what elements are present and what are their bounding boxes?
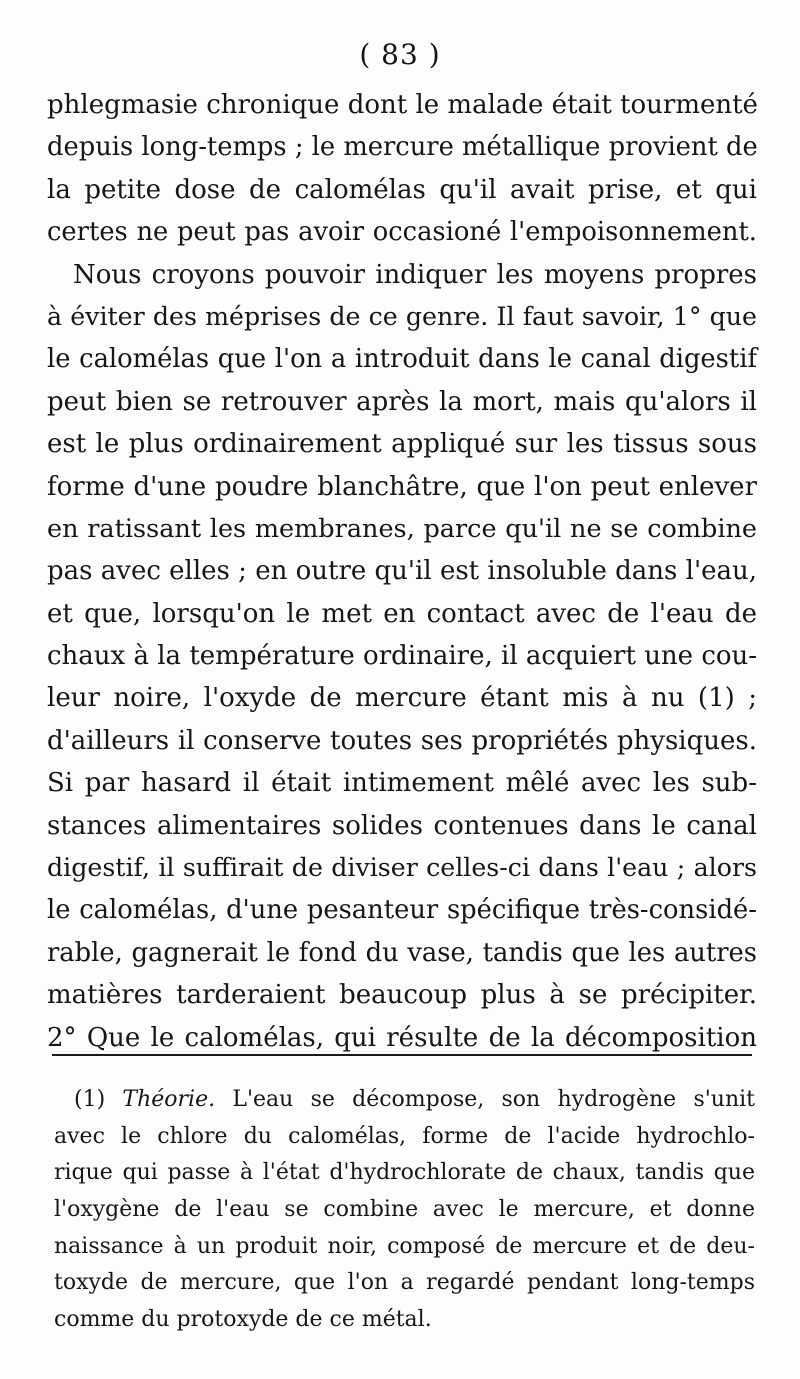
text-line: est le plus ordinairement appliqué sur les tissus sous <box>47 429 757 460</box>
footnote-line: rique qui passe à l'état d'hydrochlorate de chaux, tandis que <box>54 1160 755 1186</box>
text-line: la petite dose de calomélas qu'il avait prise, et qui <box>47 174 757 205</box>
footnote-line: toxyde de mercure, que l'on a regardé pendant long-temps <box>54 1270 755 1296</box>
text-line: stances alimentaires solides contenues dans le canal <box>47 810 757 841</box>
text-line: d'ailleurs il conserve toutes ses propriétés physiques. <box>47 725 757 756</box>
body-text <box>47 84 757 1059</box>
footnote-line: comme du protoxyde de ce métal. <box>54 1307 432 1333</box>
text-line: phlegmasie chronique dont le malade était tourmenté <box>47 90 758 120</box>
text-line: matières tarderaient beaucoup plus à se précipiter. <box>47 980 757 1011</box>
text-line: pas avec elles ; en outre qu'il est insoluble dans l'eau, <box>47 556 757 587</box>
text-line: en ratissant les membranes, parce qu'il ne se combine <box>47 513 757 544</box>
text-line: Nous croyons pouvoir indiquer les moyens propres <box>73 259 757 290</box>
text-line: certes ne peut pas avoir occasioné l'empoisonnement. <box>47 217 757 248</box>
footnote-marker: (1) <box>74 1087 106 1112</box>
text-line: chaux à la température ordinaire, il acquiert une cou- <box>47 641 758 672</box>
text-line: le calomélas, d'une pesanteur spécifique très-considé- <box>47 895 757 926</box>
footnote-divider <box>52 1054 752 1056</box>
page-number: ( 83 ) <box>359 38 441 71</box>
text-line: rable, gagnerait le fond du vase, tandis que les autres <box>47 937 757 968</box>
footnote-line: avec le chlore du calomélas, forme de l'acide hydrochlo- <box>54 1123 755 1149</box>
footnote-line: l'oxygène de l'eau se combine avec le mercure, et donne <box>54 1197 755 1223</box>
text-line: peut bien se retrouver après la mort, mais qu'alors il <box>47 386 757 417</box>
footnote-text: L'eau se décompose, son hydrogène s'unit <box>232 1087 755 1112</box>
footnote-line: naissance à un produit noir, composé de mercure et de deu- <box>54 1233 755 1259</box>
text-line: et que, lorsqu'on le met en contact avec de l'eau de <box>47 598 757 629</box>
text-line: Si par hasard il était intimement mêlé avec les sub- <box>47 768 757 799</box>
text-line: leur noire, l'oxyde de mercure étant mis à nu (1) ; <box>47 683 757 714</box>
text-line: forme d'une poudre blanchâtre, que l'on peut enlever <box>47 471 757 502</box>
text-line: depuis long-temps ; le mercure métallique provient de <box>47 132 758 163</box>
footnote-label: Théorie. <box>122 1087 216 1112</box>
footnote-first-line <box>54 1082 755 1119</box>
text-line: digestif, il suffirait de diviser celles-ci dans l'eau ; alors <box>47 853 757 883</box>
text-line: 2° Que le calomélas, qui résulte de la décomposition <box>47 1022 757 1053</box>
text-line: à éviter des méprises de ce genre. Il faut savoir, 1° que <box>47 301 757 331</box>
text-line: le calomélas que l'on a introduit dans le canal digestif <box>47 344 757 375</box>
footnote <box>54 1082 755 1339</box>
